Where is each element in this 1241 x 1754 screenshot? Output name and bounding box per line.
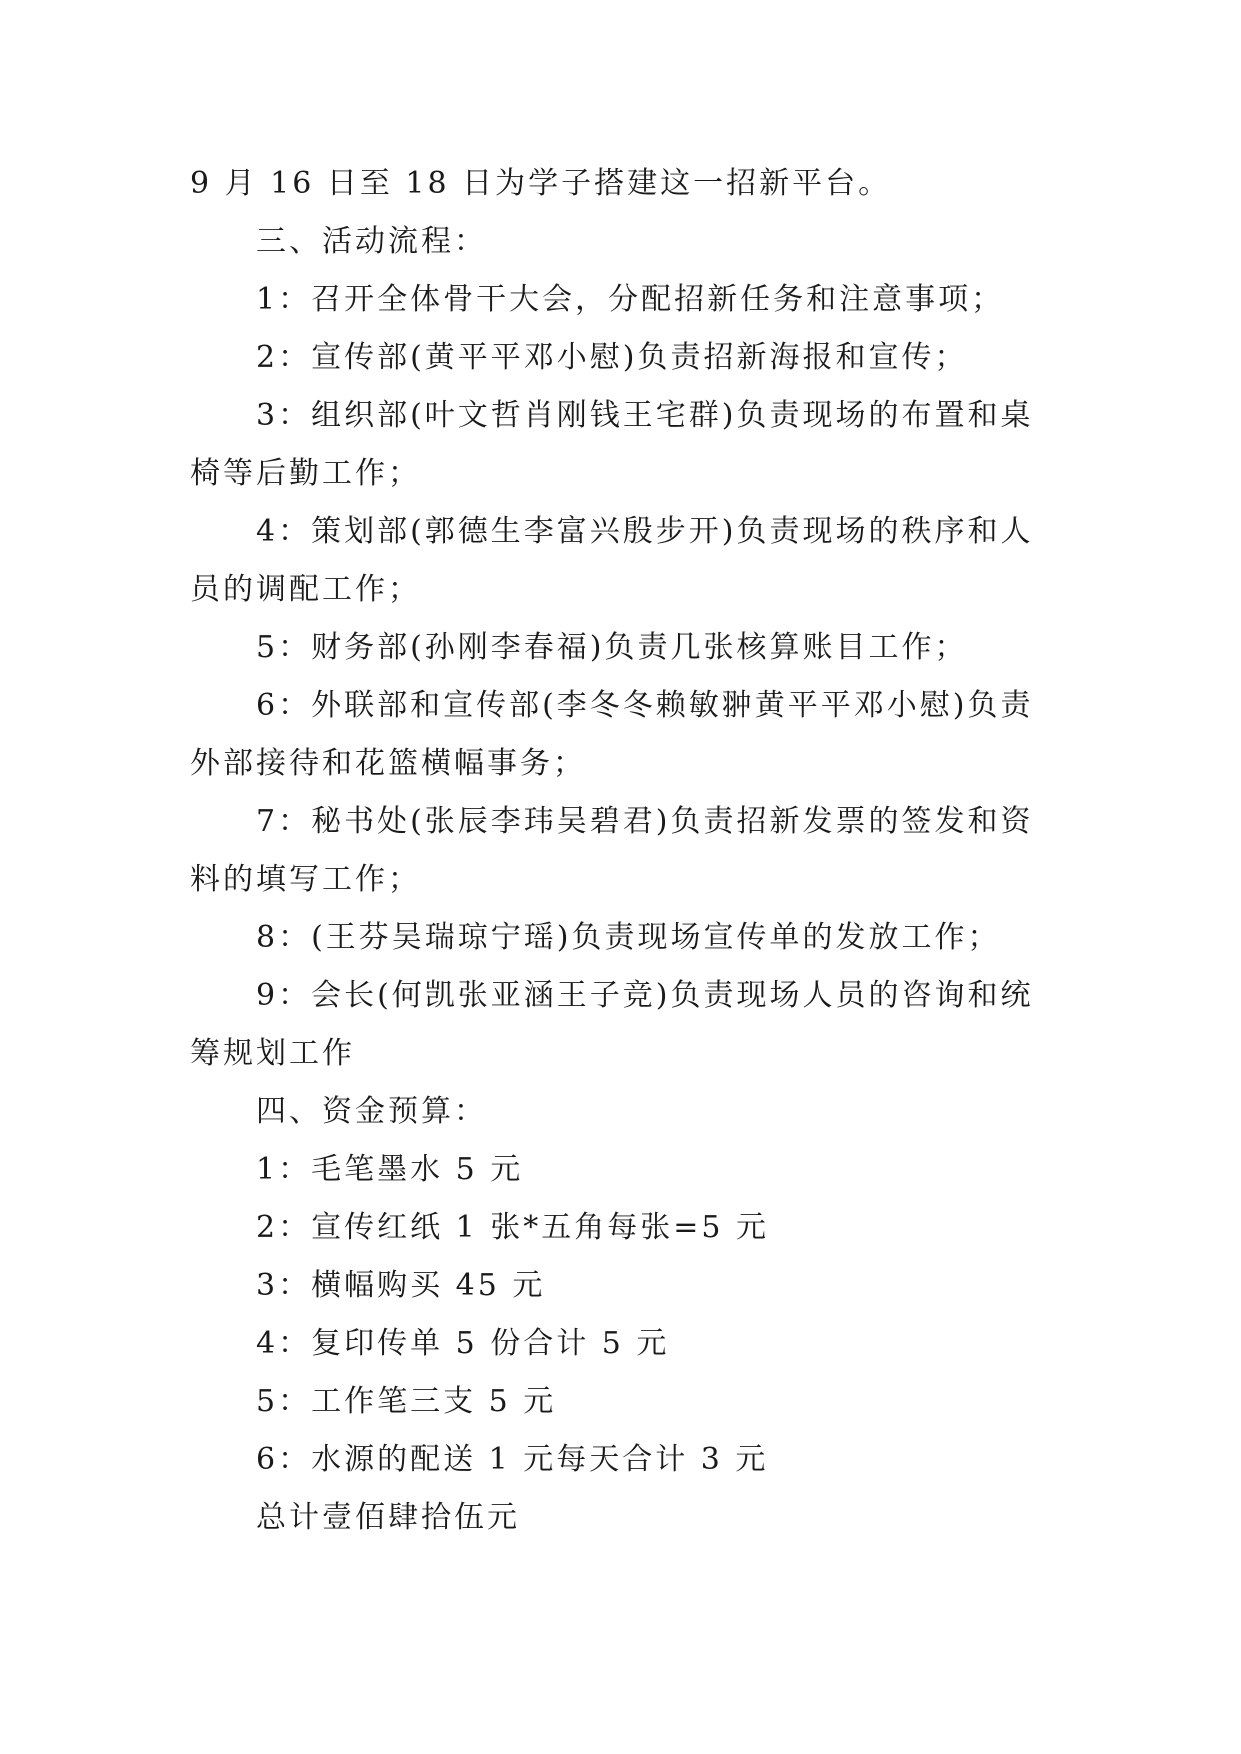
budget-total: 总计壹佰肆拾伍元 [256, 1500, 520, 1535]
section-heading-activity-flow: 三、活动流程： [256, 224, 487, 259]
document-body [190, 155, 1050, 1547]
flow-item-4: 4：策划部(郭德生李富兴殷步开)负责现场的秩序和人 [256, 514, 1034, 549]
flow-item-7-continued: 料的填写工作； [190, 862, 421, 897]
flow-item-4-continued: 员的调配工作； [190, 572, 421, 607]
flow-item-6: 6：外联部和宣传部(李冬冬赖敏翀黄平平邓小慰)负责 [256, 688, 1034, 723]
budget-item-5: 5：工作笔三支 5 元 [256, 1384, 557, 1419]
flow-item-7: 7：秘书处(张辰李玮吴碧君)负责招新发票的签发和资 [256, 804, 1034, 839]
budget-item-6: 6：水源的配送 1 元每天合计 3 元 [256, 1442, 769, 1477]
flow-item-3-continued: 椅等后勤工作； [190, 456, 421, 491]
flow-item-9: 9：会长(何凯张亚涵王子竞)负责现场人员的咨询和统 [256, 978, 1034, 1013]
flow-item-2: 2：宣传部(黄平平邓小慰)负责招新海报和宣传； [256, 340, 968, 375]
flow-item-9-continued: 筹规划工作 [190, 1036, 355, 1071]
flow-item-6-continued: 外部接待和花篮横幅事务； [190, 746, 586, 781]
budget-item-2: 2：宣传红纸 1 张*五角每张=5 元 [256, 1210, 770, 1245]
flow-item-1: 1：召开全体骨干大会，分配招新任务和注意事项； [256, 282, 1005, 317]
flow-item-5: 5：财务部(孙刚李春福)负责几张核算账目工作； [256, 630, 968, 665]
budget-item-1: 1：毛笔墨水 5 元 [256, 1152, 524, 1187]
paragraph-continuation: 9 月 16 日至 18 日为学子搭建这一招新平台。 [190, 166, 892, 201]
budget-item-4: 4：复印传单 5 份合计 5 元 [256, 1326, 670, 1361]
flow-item-8: 8：(王芬吴瑞琼宁瑶)负责现场宣传单的发放工作； [256, 920, 1001, 955]
section-heading-budget: 四、资金预算： [256, 1094, 487, 1129]
flow-item-3: 3：组织部(叶文哲肖刚钱王宅群)负责现场的布置和桌 [256, 398, 1034, 433]
budget-item-3: 3：横幅购买 45 元 [256, 1268, 546, 1303]
